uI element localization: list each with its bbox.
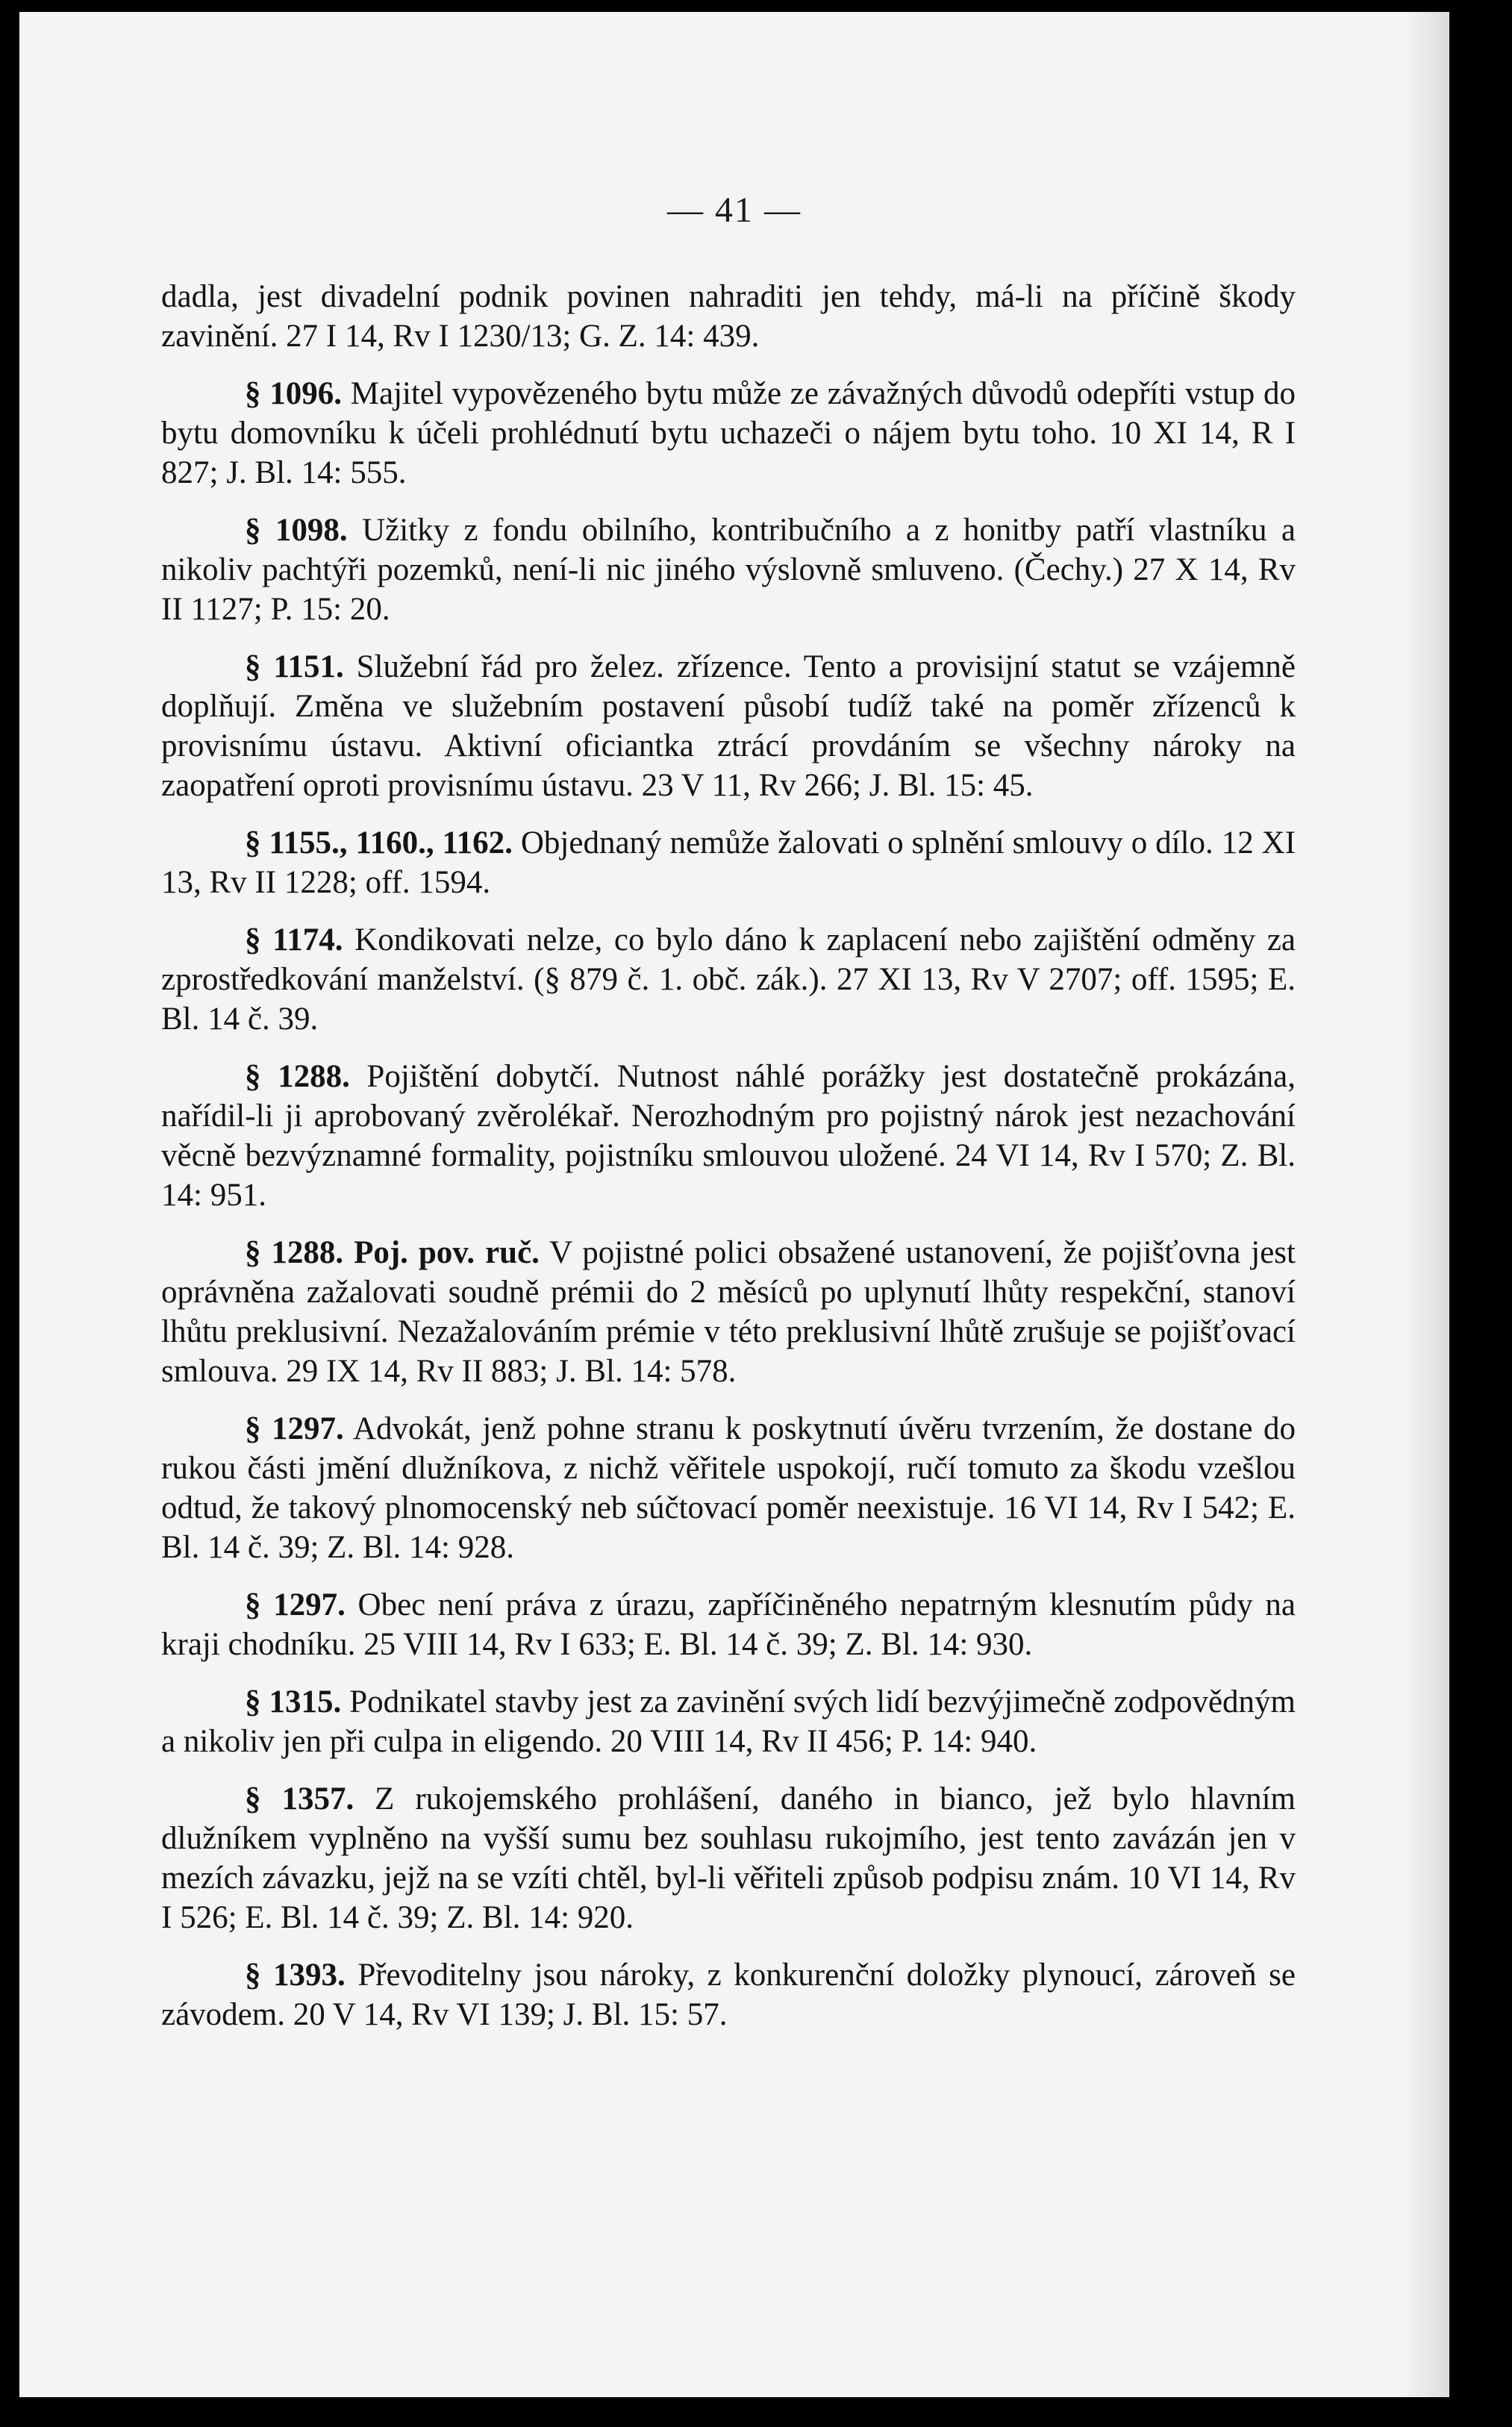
paragraph-section-1315 bbox=[161, 1682, 1296, 1761]
section-reference: § 1096. bbox=[245, 376, 342, 411]
paragraph-text: Pojištění dobytčí. Nutnost náhlé porážky jest dostatečně prokázána, nařídil-li ji aprobovaný zvěrolékař. Nerozhodným pro pojistný nárok jest nezachování věcně bezvýznamné formality, pojistníku smlouvou uložené. 24 VI 14, Rv I 570; Z. Bl. 14: 951. bbox=[161, 1059, 1296, 1213]
section-reference: § 1297. bbox=[245, 1411, 344, 1446]
paragraph-text: Převoditelny jsou nároky, z konkurenční doložky plynoucí, zároveň se závodem. 20 V 14, Rv VI 139; J. Bl. 15: 57. bbox=[161, 1958, 1296, 2032]
paragraph-section-1288-a bbox=[161, 1057, 1296, 1215]
paragraph-section-1357 bbox=[161, 1779, 1296, 1937]
section-reference: § 1297. bbox=[245, 1587, 346, 1622]
scan-edge-shadow bbox=[1405, 12, 1449, 2397]
body-text bbox=[161, 277, 1296, 2052]
paragraph-section-1288-b bbox=[161, 1233, 1296, 1391]
paragraph-section-1174 bbox=[161, 920, 1296, 1039]
paragraph-section-1297-a bbox=[161, 1409, 1296, 1567]
section-reference: § 1151. bbox=[245, 649, 344, 684]
section-reference: § 1288. Poj. pov. ruč. bbox=[245, 1235, 540, 1270]
paragraph-section-1155 bbox=[161, 823, 1296, 902]
section-reference: § 1288. bbox=[245, 1059, 350, 1094]
section-reference: § 1357. bbox=[245, 1781, 354, 1817]
section-reference: § 1393. bbox=[245, 1958, 346, 1993]
paragraph-text: Majitel vypovězeného bytu může ze závažných důvodů odepříti vstup do bytu domovníku k účeli prohlédnutí bytu uchazeči o nájem bytu toho. 10 XI 14, R I 827; J. Bl. 14: 555. bbox=[161, 376, 1296, 490]
paragraph-section-1393 bbox=[161, 1955, 1296, 2034]
paragraph-section-1297-b bbox=[161, 1585, 1296, 1664]
paragraph-section-1098 bbox=[161, 510, 1296, 629]
paragraph-continuation bbox=[161, 277, 1296, 356]
section-reference: § 1155., 1160., 1162. bbox=[245, 825, 513, 860]
section-reference: § 1098. bbox=[245, 513, 348, 548]
paragraph-text: Z rukojemského prohlášení, daného in bianco, jež bylo hlavním dlužníkem vyplněno na vyšší sumu bez souhlasu rukojmího, jest tento zavázán jen v mezích závazku, jejž na se vzíti chtěl, byl-li věřiteli způsob podpisu znám. 10 VI 14, Rv I 526; E. Bl. 14 č. 39; Z. Bl. 14: 920. bbox=[161, 1781, 1296, 1935]
paragraph-text: dadla, jest divadelní podnik povinen nahraditi jen tehdy, má-li na příčině škody zavinění. 27 I 14, Rv I 1230/13; G. Z. 14: 439. bbox=[161, 279, 1296, 354]
paragraph-text: Užitky z fondu obilního, kontribučního a z honitby patří vlastníku a nikoliv pachtýři pozemků, není-li nic jiného výslovně smluveno. (Čechy.) 27 X 14, Rv II 1127; P. 15: 20. bbox=[161, 513, 1296, 627]
paragraph-text: Podnikatel stavby jest za zavinění svých lidí bezvýjimečně zodpovědným a nikoliv jen při culpa in eligendo. 20 VIII 14, Rv II 456; P. 14: 940. bbox=[161, 1684, 1296, 1759]
paragraph-section-1096 bbox=[161, 374, 1296, 493]
paragraph-section-1151 bbox=[161, 647, 1296, 805]
paragraph-text: Kondikovati nelze, co bylo dáno k zaplacení nebo zajištění odměny za zprostředkování manželství. (§ 879 č. 1. obč. zák.). 27 XI 13, Rv V 2707; off. 1595; E. Bl. 14 č. 39. bbox=[161, 922, 1296, 1037]
paragraph-text: V pojistné polici obsažené ustanovení, že pojišťovna jest oprávněna zažalovati soudně prémii do 2 měsíců po uplynutí lhůty respekční, stanoví lhůtu preklusivní. Nezažalováním prémie v této preklusivní lhůtě zrušuje se pojišťovací smlouva. 29 IX 14, Rv II 883; J. Bl. 14: 578. bbox=[161, 1235, 1296, 1389]
paragraph-text: Obec není práva z úrazu, zapříčiněného nepatrným klesnutím půdy na kraji chodníku. 25 VIII 14, Rv I 633; E. Bl. 14 č. 39; Z. Bl. 14: 930. bbox=[161, 1587, 1296, 1662]
section-reference: § 1315. bbox=[245, 1684, 342, 1719]
paragraph-text: Advokát, jenž pohne stranu k poskytnutí úvěru tvrzením, že dostane do rukou části jmění dlužníkova, z nichž věřitele uspokojí, ručí tomuto za škodu vzešlou odtud, že takový plnomocenský neb súčtovací poměr neexistuje. 16 VI 14, Rv I 542; E. Bl. 14 č. 39; Z. Bl. 14: 928. bbox=[161, 1411, 1296, 1565]
scanned-page bbox=[19, 12, 1449, 2397]
section-reference: § 1174. bbox=[245, 922, 343, 958]
paragraph-text: Objednaný nemůže žalovati o splnění smlouvy o dílo. 12 XI 13, Rv II 1228; off. 1594. bbox=[161, 825, 1296, 900]
paragraph-text: Služební řád pro želez. zřízence. Tento a provisijní statut se vzájemně doplňují. Změna ve služebním postavení působí tudíž také na poměr zřízenců k provisnímu ústavu. Aktivní oficiantka ztrácí provdáním se všechny nároky na zaopatření oproti provisnímu ústavu. 23 V 11, Rv 266; J. Bl. 15: 45. bbox=[161, 649, 1296, 803]
page-number: — 41 — bbox=[667, 190, 802, 230]
